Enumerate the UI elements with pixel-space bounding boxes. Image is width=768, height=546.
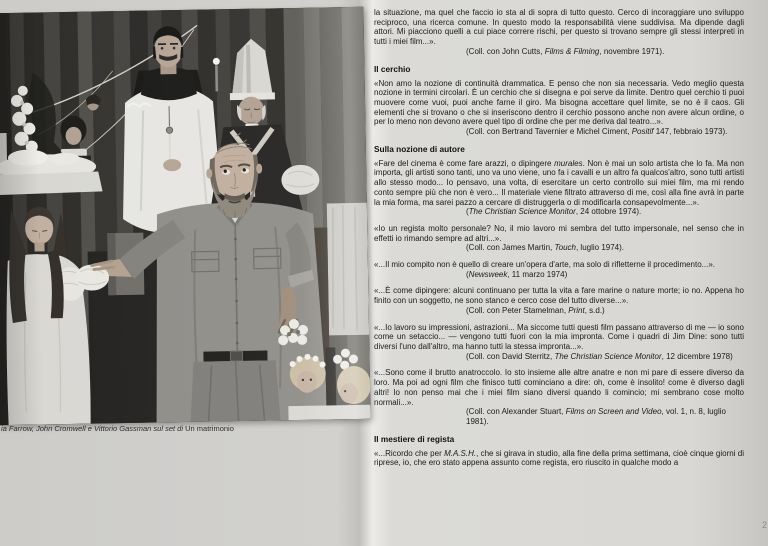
caption-names: ia Farrow, John Cromwell e Vittorio Gassman sul set di xyxy=(1,424,186,433)
text-column xyxy=(374,8,744,468)
caption-film-title: Un matrimonio xyxy=(185,424,234,433)
paragraph xyxy=(374,159,744,208)
paragraph-text: «...Io lavoro su impressioni, astrazioni... Ma siccome tutti questi film passano attraverso di me — io sono come un setaccio... — vengono tutti fuori con la mia impronta. Come i quadri di Jim Dine: sono tutti diversi l'uno dall'altro, ma hanno tutti la stessa impronta...». xyxy=(374,322,744,351)
paragraph-text: la situazione, ma quel che faccio io sta al di sopra di tutto questo. Cerco di incoraggiare uno sviluppo reciproco, una ricerca comune. In questo modo la responsabilità viene suddivisa. Ma dipende dagli attori. Mi piacciono quelli a cui piace correre rischi, per questo si trovano sempre gli stessi interpreti in tutti i miei film...». xyxy=(374,8,744,47)
citation-text: (Coll. con James Martin, xyxy=(466,243,555,253)
source-citation xyxy=(374,407,744,426)
wedding-photo-illustration xyxy=(0,7,371,425)
section-heading: Il mestiere di regista xyxy=(374,433,455,444)
paragraph xyxy=(374,79,744,128)
citation-text: (Coll. con David Sterritz, xyxy=(466,351,555,361)
paragraph xyxy=(374,8,744,47)
citation-source-title: Touch xyxy=(554,243,576,253)
paragraph xyxy=(374,286,744,305)
paragraph-text: «...Sono come il brutto anatroccolo. Io sto insieme alle altre anatre e non mi pare di essere diverso da loro. Ma poi ad ogni film che finisco tutti cominciano a dire: oh, come è insolito! come è diverso dagli altri! Io non penso mai che i miei film siano diversi quando li comincio; mi sembrano cose molto normali...». xyxy=(374,368,744,407)
citation-source-title: Print xyxy=(568,305,585,315)
citation-text: , 12 dicembre 1978) xyxy=(661,351,733,361)
citation-text: , vol. 1, n. 8, luglio 1981). xyxy=(466,407,726,426)
citation-text: (Coll. con John Cutts, xyxy=(466,46,545,56)
citation-text: ( xyxy=(466,269,469,279)
source-citation xyxy=(374,127,744,137)
citation-text: , novembre 1971). xyxy=(599,46,665,56)
paragraph-text: «...È come dipingere: alcuni continuano per tutta la vita a fare marine o nature morte; io no. Appena ho finito con un soggetto, ne sono stanco e cerco cose del tutto diverse...». xyxy=(374,286,744,306)
citation-text: , 24 ottobre 1974). xyxy=(575,207,642,217)
paragraph-italic: M.A.S.H. xyxy=(444,448,477,458)
section-heading: Sulla nozione di autore xyxy=(374,143,465,154)
paragraph xyxy=(374,449,744,468)
source-citation xyxy=(374,243,744,253)
source-citation xyxy=(374,207,744,217)
paragraph-text: «Io un regista molto personale? No, il mio lavoro mi sembra del tutto impersonale, nel senso che in effetti io rimando sempre ad altri...». xyxy=(374,223,744,243)
paragraph-italic: murales xyxy=(554,158,583,168)
source-citation xyxy=(374,352,744,362)
paragraph xyxy=(374,260,744,270)
wedding-set-photo xyxy=(0,7,371,425)
citation-text: (Coll. con Peter Stamelman, xyxy=(466,305,569,315)
photo-caption xyxy=(1,424,351,433)
citation-source-title: Positif xyxy=(631,127,654,137)
citation-source-title: The Christian Science Monitor xyxy=(554,351,662,361)
citation-text: , s.d.) xyxy=(584,305,605,315)
citation-source-title: Films on Screen and Video xyxy=(565,407,662,417)
page-number: 2 xyxy=(762,520,768,530)
citation-source-title: Newsweek xyxy=(468,269,508,279)
paragraph xyxy=(374,224,744,243)
paragraph-text: «Non amo la nozione di continuità drammatica. E penso che non sia necessaria. Vedo meglio questa nozione in termini circolari. È un cerchio che si disegna e poi serve da limite. Dentro quel cerchio ti puoi muovere come vuoi, puoi anche farne il giro. Ma bisogna accettare quel limite, se no è il caos. Gli elementi che si trovano o che si inseriscono dentro il cerchio possono anche non avere alcun ordine, o per lo meno non devono avere quel tipo di ordine che per me deriva dal teatro...». xyxy=(374,78,744,127)
citation-text: (Coll. con Alexander Stuart, xyxy=(466,407,566,417)
paragraph-text: , che si girava in studio, alla fine della prima settimana, cioè cinque giorni di riprese, io, che ero stato appena assunto come regista, ero riuscito in qualche modo a xyxy=(374,448,745,468)
paragraph-text: «...Il mio compito non è quello di creare un'opera d'arte, ma solo di rifletterne il procedimento...». xyxy=(374,260,716,270)
paragraph-text: «...Ricordo che per xyxy=(374,448,445,458)
citation-text: 147, febbraio 1973). xyxy=(653,127,728,137)
source-citation xyxy=(374,270,744,280)
citation-text: , 11 marzo 1974) xyxy=(507,269,568,279)
citation-source-title: The Christian Science Monitor xyxy=(468,207,576,217)
paragraph-text: «Fare del cinema è come fare arazzi, o dipingere xyxy=(374,158,555,168)
paragraph xyxy=(374,323,744,352)
paragraph-text: . Non è mai un solo artista che lo fa. Ma non importa, gli artisti sono tanti, uno va uno viene, uno fa i cavalli e un altro fa qualcos'altro, sono tutti artisti allo stesso modo... Io pensavo, una volta, di esercitare un certo controllo sui miei film, ma mi rendo conto sempre più che non è vero... Il materiale viene filtrato attraverso di me, così alla fine avrà in parte la mia forma, ma sarei pazzo a cercare di distruggerla o di modificarla consapevolmente...». xyxy=(374,158,744,207)
paragraph xyxy=(374,368,744,407)
section-heading: Il cerchio xyxy=(374,63,411,74)
citation-text: ( xyxy=(466,207,469,217)
citation-source-title: Films & Filming xyxy=(544,46,600,56)
source-citation xyxy=(374,47,744,57)
citation-text: , luglio 1974). xyxy=(575,243,624,253)
source-citation xyxy=(374,306,744,316)
citation-text: (Coll. con Bertrand Tavernier e Michel Ciment, xyxy=(466,127,632,137)
